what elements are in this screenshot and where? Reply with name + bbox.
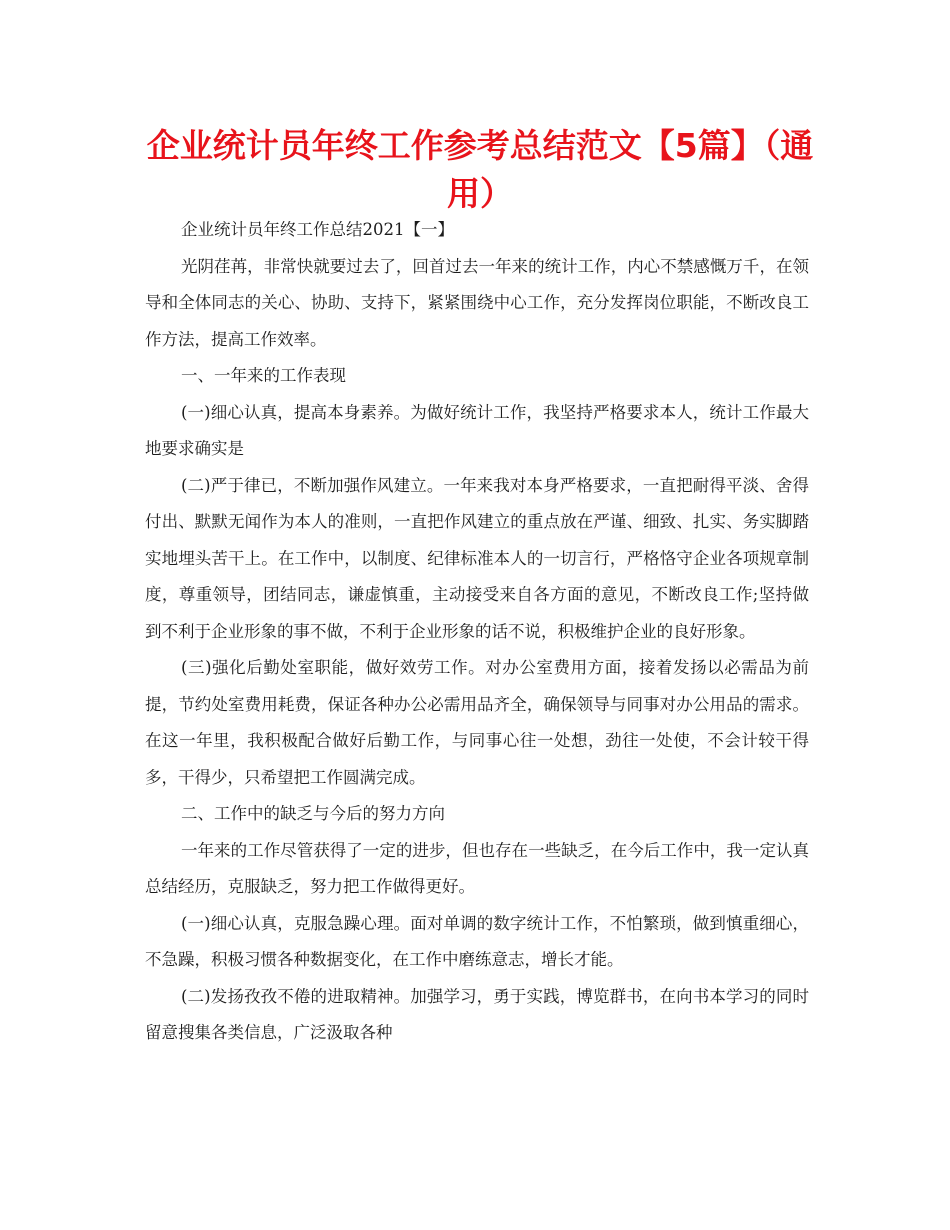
paragraph-improvement-1: (一)细心认真，克服急躁心理。面对单调的数字统计工作，不怕繁琐，做到慎重细心，不急躁，积极习惯各种数据变化，在工作中磨练意志，增长才能。 <box>145 913 809 969</box>
shortcomings-paragraph: 一年来的工作尽管获得了一定的进步，但也存在一些缺乏，在今后工作中，我一定认真总结经历，克服缺乏，努力把工作做得更好。 <box>145 840 809 896</box>
paragraph-item-1: (一)细心认真，提高本身素养。为做好统计工作，我坚持严格要求本人，统计工作最大地要求确实是 <box>145 402 809 458</box>
document-body <box>145 212 809 1052</box>
document-title: 企业统计员年终工作参考总结范文【5篇】（通用） <box>146 126 814 213</box>
heading-work-performance: 一、一年来的工作表现 <box>181 366 346 385</box>
intro-paragraph: 光阴荏苒，非常快就要过去了，回首过去一年来的统计工作，内心不禁感慨万千，在领导和全体同志的关心、协助、支持下，紧紧围绕中心工作，充分发挥岗位职能，不断改良工作方法，提高工作效率。 <box>145 256 809 349</box>
paragraph-item-2: (二)严于律已，不断加强作风建立。一年来我对本身严格要求，一直把耐得平淡、舍得付出、默默无闻作为本人的准则，一直把作风建立的重点放在严谨、细致、扎实、务实脚踏实地埋头苦干上。在工作中，以制度、纪律标准本人的一切言行，严格恪守企业各项规章制度，尊重领导，团结同志，谦虚慎重，主动接受来自各方面的意见，不断改良工作;坚持做到不利于企业形象的事不做，不利于企业形象的话不说，积极维护企业的良好形象。 <box>145 475 809 641</box>
paragraph-improvement-2: (二)发扬孜孜不倦的进取精神。加强学习，勇于实践，博览群书，在向书本学习的同时留意搜集各类信息，广泛汲取各种 <box>145 986 809 1042</box>
heading-shortcomings: 二、工作中的缺乏与今后的努力方向 <box>181 804 445 823</box>
paragraph-item-3: (三)强化后勤处室职能，做好效劳工作。对办公室费用方面，接着发扬以必需品为前提，节约处室费用耗费，保证各种办公必需用品齐全，确保领导与同事对办公用品的需求。在这一年里，我积极配合做好后勤工作，与同事心往一处想，劲往一处使，不会计较干得多，干得少，只希望把工作圆满完成。 <box>145 658 809 787</box>
section-heading-one: 企业统计员年终工作总结2021【一】 <box>181 220 454 239</box>
